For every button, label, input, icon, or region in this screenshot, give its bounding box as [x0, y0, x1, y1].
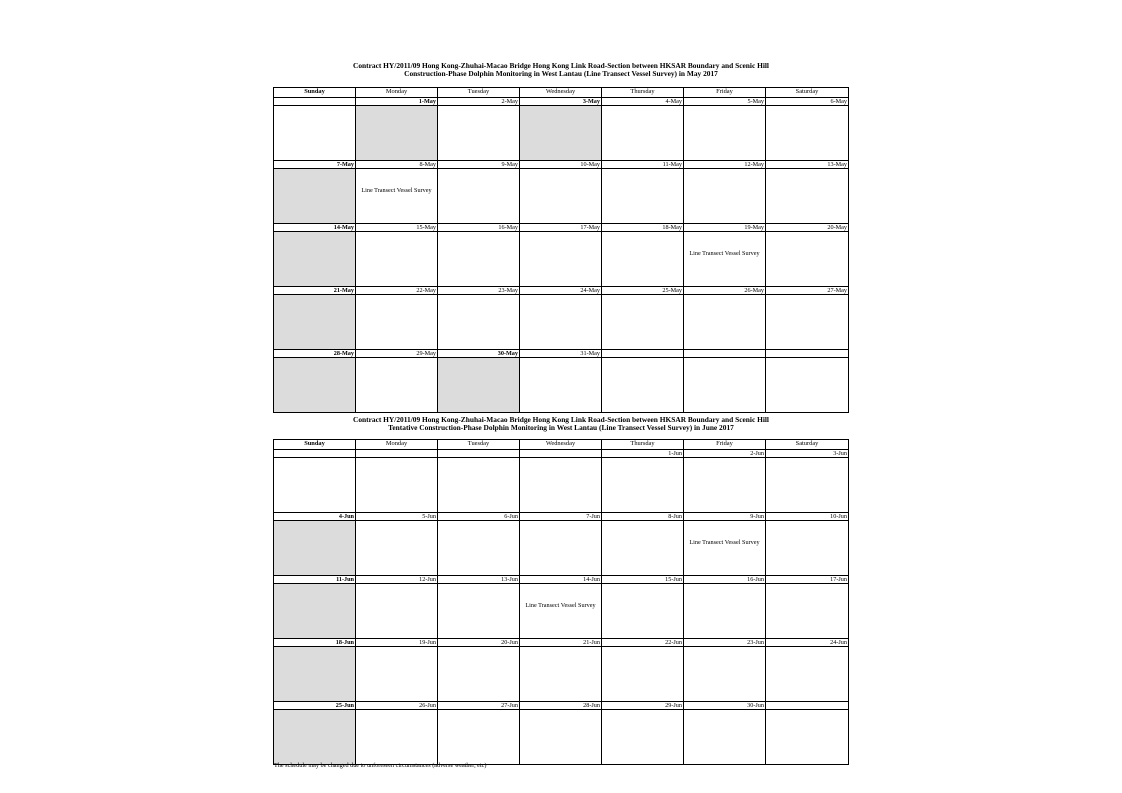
date-label: 19-Jun [356, 639, 438, 646]
week-event-row [274, 710, 848, 764]
date-label: 24-May [520, 287, 602, 294]
day-cell [602, 458, 684, 512]
may-title-line2: Construction-Phase Dolphin Monitoring in West Lantau (Line Transect Vessel Survey) in May 2017 [404, 69, 718, 78]
week-event-row [274, 106, 848, 161]
date-label: 1-May [356, 98, 438, 105]
day-cell [766, 169, 848, 223]
day-cell [274, 169, 356, 223]
date-label [684, 350, 766, 357]
survey-event: Line Transect Vessel Survey [689, 250, 760, 257]
date-label [766, 350, 848, 357]
weekday-header: Tuesday [438, 440, 520, 449]
june-title-line1: Contract HY/2011/09 Hong Kong-Zhuhai-Macao Bridge Hong Kong Link Road-Section between HKSAR Boundary and Scenic Hill [353, 415, 769, 424]
day-cell [356, 358, 438, 412]
date-label: 12-Jun [356, 576, 438, 583]
day-cell [438, 647, 520, 701]
date-label: 16-May [438, 224, 520, 231]
date-label: 2-May [438, 98, 520, 105]
date-label: 15-May [356, 224, 438, 231]
date-label: 29-Jun [602, 702, 684, 709]
day-cell [356, 584, 438, 638]
week-event-row [274, 358, 848, 412]
date-label [520, 450, 602, 457]
day-cell [274, 647, 356, 701]
day-cell [438, 584, 520, 638]
date-label: 22-May [356, 287, 438, 294]
day-cell [356, 232, 438, 286]
date-label: 5-May [684, 98, 766, 105]
date-label: 12-May [684, 161, 766, 168]
date-label: 2-Jun [684, 450, 766, 457]
day-cell [766, 584, 848, 638]
week-date-row [274, 161, 848, 169]
day-cell [602, 106, 684, 160]
day-cell [602, 647, 684, 701]
date-label: 14-May [274, 224, 356, 231]
day-cell [274, 710, 356, 764]
day-cell [602, 169, 684, 223]
date-label: 27-Jun [438, 702, 520, 709]
week-event-row [274, 521, 848, 576]
date-label: 19-May [684, 224, 766, 231]
day-cell [766, 106, 848, 160]
day-cell [356, 710, 438, 764]
day-cell [602, 358, 684, 412]
day-cell [438, 232, 520, 286]
day-cell [438, 521, 520, 575]
date-label: 28-Jun [520, 702, 602, 709]
day-cell [356, 169, 438, 223]
date-label: 31-May [520, 350, 602, 357]
week-date-row [274, 639, 848, 647]
may-title-line1: Contract HY/2011/09 Hong Kong-Zhuhai-Macao Bridge Hong Kong Link Road-Section between HKSAR Boundary and Scenic Hill [353, 61, 769, 70]
day-cell [438, 106, 520, 160]
week-date-row [274, 450, 848, 458]
week-date-row [274, 513, 848, 521]
date-label: 18-Jun [274, 639, 356, 646]
weekday-header-row [274, 440, 848, 450]
date-label: 4-Jun [274, 513, 356, 520]
date-label: 13-Jun [438, 576, 520, 583]
may-calendar [273, 87, 849, 413]
weekday-header: Saturday [795, 440, 819, 447]
date-label: 20-May [827, 224, 847, 231]
weekday-header: Monday [356, 440, 438, 449]
date-label: 30-Jun [684, 702, 766, 709]
day-cell [684, 169, 766, 223]
weekday-header: Friday [684, 88, 766, 97]
weekday-header: Monday [356, 88, 438, 97]
day-cell [438, 295, 520, 349]
date-label: 8-May [356, 161, 438, 168]
weekday-header: Sunday [274, 440, 356, 449]
date-label: 11-Jun [274, 576, 356, 583]
week-event-row [274, 169, 848, 224]
day-cell [274, 232, 356, 286]
date-label: 25-Jun [274, 702, 356, 709]
week-date-row [274, 98, 848, 106]
weekday-header: Saturday [795, 88, 819, 95]
date-label: 25-May [602, 287, 684, 294]
date-label: 21-May [274, 287, 356, 294]
week-date-row [274, 224, 848, 232]
week-event-row [274, 458, 848, 513]
date-label: 3-Jun [833, 450, 847, 457]
date-label [602, 350, 684, 357]
weekday-header: Friday [684, 440, 766, 449]
day-cell [766, 647, 848, 701]
schedule-footnote: The schedule may be changed due to unforeseen circumstances (adverse weather, etc) [274, 762, 487, 769]
weekday-header: Sunday [274, 88, 356, 97]
date-label: 23-May [438, 287, 520, 294]
day-cell [684, 710, 766, 764]
weekday-header-row [274, 88, 848, 98]
day-cell [520, 106, 602, 160]
date-label: 22-Jun [602, 639, 684, 646]
day-cell [356, 647, 438, 701]
week-date-row [274, 350, 848, 358]
day-cell [356, 106, 438, 160]
day-cell [766, 232, 848, 286]
date-label: 11-May [602, 161, 684, 168]
date-label: 15-Jun [602, 576, 684, 583]
week-event-row [274, 584, 848, 639]
week-date-row [274, 576, 848, 584]
survey-event: Line Transect Vessel Survey [361, 187, 432, 194]
date-label [438, 450, 520, 457]
date-label: 13-May [827, 161, 847, 168]
date-label [766, 702, 848, 709]
day-cell [274, 521, 356, 575]
june-calendar [273, 439, 849, 765]
day-cell [684, 295, 766, 349]
date-label [356, 450, 438, 457]
weekday-header: Wednesday [520, 88, 602, 97]
date-label: 16-Jun [684, 576, 766, 583]
date-label: 18-May [602, 224, 684, 231]
day-cell [766, 358, 848, 412]
day-cell [520, 521, 602, 575]
date-label: 30-May [438, 350, 520, 357]
week-event-row [274, 295, 848, 350]
day-cell [356, 295, 438, 349]
day-cell [602, 232, 684, 286]
date-label: 29-May [356, 350, 438, 357]
day-cell [520, 295, 602, 349]
day-cell [684, 232, 766, 286]
date-label: 9-May [438, 161, 520, 168]
day-cell [274, 295, 356, 349]
day-cell [766, 458, 848, 512]
day-cell [520, 584, 602, 638]
date-label: 24-Jun [830, 639, 847, 646]
day-cell [684, 647, 766, 701]
day-cell [684, 358, 766, 412]
week-event-row [274, 232, 848, 287]
week-date-row [274, 287, 848, 295]
date-label [274, 98, 356, 105]
day-cell [684, 106, 766, 160]
day-cell [602, 295, 684, 349]
weekday-header: Wednesday [520, 440, 602, 449]
date-label: 17-Jun [830, 576, 847, 583]
day-cell [274, 358, 356, 412]
date-label: 6-Jun [438, 513, 520, 520]
date-label: 8-Jun [602, 513, 684, 520]
date-label: 26-May [684, 287, 766, 294]
day-cell [520, 710, 602, 764]
date-label: 1-Jun [602, 450, 684, 457]
date-label: 10-Jun [830, 513, 847, 520]
day-cell [520, 647, 602, 701]
date-label: 10-May [520, 161, 602, 168]
day-cell [766, 295, 848, 349]
day-cell [438, 458, 520, 512]
day-cell [356, 521, 438, 575]
weekday-header: Thursday [602, 440, 684, 449]
weekday-header: Tuesday [438, 88, 520, 97]
date-label: 4-May [602, 98, 684, 105]
date-label: 14-Jun [520, 576, 602, 583]
survey-event: Line Transect Vessel Survey [689, 539, 760, 546]
day-cell [274, 584, 356, 638]
day-cell [766, 710, 848, 764]
week-date-row [274, 702, 848, 710]
date-label: 17-May [520, 224, 602, 231]
day-cell [520, 232, 602, 286]
day-cell [356, 458, 438, 512]
date-label: 21-Jun [520, 639, 602, 646]
day-cell [520, 169, 602, 223]
date-label: 28-May [274, 350, 356, 357]
day-cell [684, 458, 766, 512]
day-cell [274, 106, 356, 160]
date-label [274, 450, 356, 457]
day-cell [438, 169, 520, 223]
date-label: 26-Jun [356, 702, 438, 709]
date-label: 27-May [827, 287, 847, 294]
date-label: 7-May [274, 161, 356, 168]
day-cell [684, 521, 766, 575]
date-label: 9-Jun [684, 513, 766, 520]
day-cell [602, 710, 684, 764]
day-cell [602, 521, 684, 575]
week-event-row [274, 647, 848, 702]
day-cell [602, 584, 684, 638]
weekday-header: Thursday [602, 88, 684, 97]
day-cell [684, 584, 766, 638]
day-cell [438, 710, 520, 764]
day-cell [438, 358, 520, 412]
day-cell [274, 458, 356, 512]
june-title-line2: Tentative Construction-Phase Dolphin Monitoring in West Lantau (Line Transect Vessel Survey) in June 2017 [388, 423, 734, 432]
date-label: 20-Jun [438, 639, 520, 646]
survey-event: Line Transect Vessel Survey [525, 602, 596, 609]
day-cell [766, 521, 848, 575]
date-label: 5-Jun [356, 513, 438, 520]
date-label: 7-Jun [520, 513, 602, 520]
day-cell [520, 358, 602, 412]
june-title [273, 416, 849, 432]
day-cell [520, 458, 602, 512]
date-label: 6-May [830, 98, 847, 105]
may-title [273, 62, 849, 78]
date-label: 3-May [520, 98, 602, 105]
date-label: 23-Jun [684, 639, 766, 646]
